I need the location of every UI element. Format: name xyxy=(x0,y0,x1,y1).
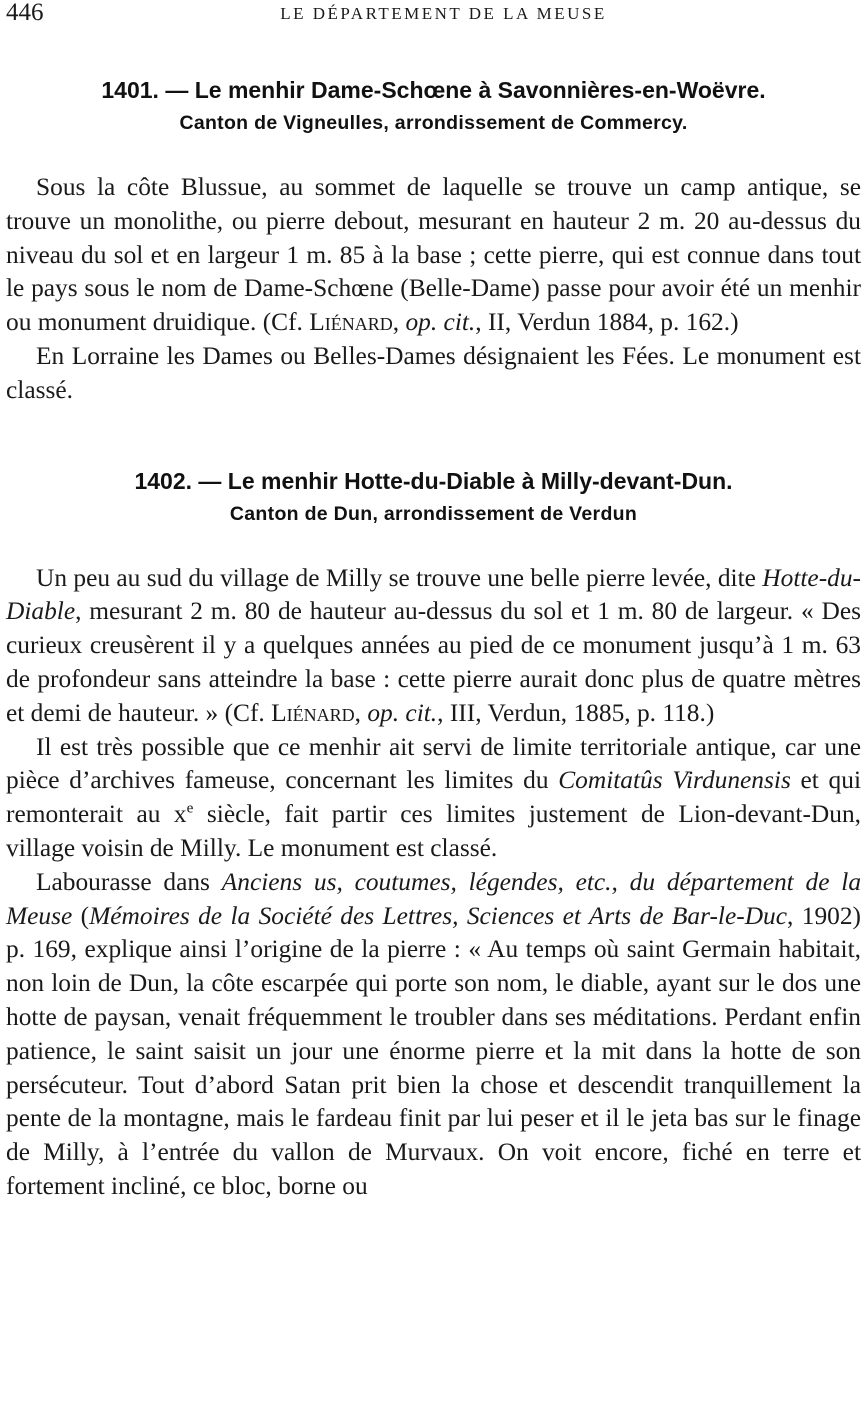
citation-abbrev: op. cit. xyxy=(367,698,438,727)
journal-title: Mémoires de la Société des Lettres, Sciences et Arts de Bar-le-Duc xyxy=(89,901,788,930)
text-run: Il est très possible que ce menhir ait servi de limite territoriale antique, car une pièce d’archives fameuse, concernant les limites du xyxy=(6,732,861,795)
text-run: et qui remonterait au x xyxy=(6,766,861,829)
entry-1402-heading xyxy=(6,464,861,530)
text-run: Sous la côte Blussue, au sommet de laquelle se trouve un camp antique, se trouve un monolithe, ou pierre debout, mesurant en hauteur 2 m. 20 au-dessus du niveau du sol et en largeur 1 m. 85 à la base ; cette pierre, qui est connue dans tout le pays sous le nom de Dame-Schœne (Belle-Dame) passe pour avoir été un menhir ou monument druidique. (Cf. xyxy=(6,173,861,337)
menhir-name: Hotte-du-Diable xyxy=(6,563,861,626)
entry-1401 xyxy=(6,73,861,408)
text-run: ( xyxy=(72,901,90,930)
entry-1402-paragraph-3 xyxy=(6,866,861,1204)
entry-1402-paragraph-1 xyxy=(6,562,861,731)
running-head xyxy=(6,0,861,30)
text-run: Un peu au sud du village de Milly se trouve une belle pierre levée, dite xyxy=(36,563,763,592)
entry-1401-paragraph-2: En Lorraine les Dames ou Belles-Dames désignaient les Fées. Le monument est classé. xyxy=(6,341,861,404)
entry-1401-title: 1401. — Le menhir Dame-Schœne à Savonnières-en-Woëvre. xyxy=(101,77,766,103)
text-run: , II, Verdun 1884, p. 162.) xyxy=(475,308,739,337)
text-run: , 1902) p. 169, explique ainsi l’origine de la pierre : « Au temps où saint Germain habitait, non loin de Dun, la côte escarpée qui porte son nom, le diable, ayant sur le dos une hotte de paysan, venait fréquemment le troubler dans ses méditations. Perdant enfin patience, le saint saisit un jour une énorme pierre et la mit dans la hotte de son persécuteur. Tout d’abord Satan prit bien la chose et descendit tranquillement la pente de la montagne, mais le fardeau finit par lui peser et il le jeta bas sur le finage de Milly, à l’entrée du vallon de Murvaux. On voit encore, fiché en terre et fortement incliné, ce bloc, borne ou xyxy=(6,901,861,1200)
text-run: , mesurant 2 m. 80 de hauteur au-dessus du sol et 1 m. 80 de largeur. « Des curieux creusèrent il y a quelques années au pied de ce monument jusqu’à 1 m. 63 de profondeur sans atteindre la base : cette pierre aurait donc plus de quatre mètres et demi de hauteur. » (Cf. xyxy=(6,597,861,727)
page-number: 446 xyxy=(6,0,44,26)
entry-1401-paragraph-1 xyxy=(6,171,861,340)
author-name: Liénard xyxy=(271,698,355,727)
entry-1401-subtitle: Canton de Vigneulles, arrondissement de Commercy. xyxy=(179,112,688,134)
text-run: Labourasse dans xyxy=(36,867,222,896)
entry-1401-heading xyxy=(6,73,861,139)
text-run: siècle, fait partir ces limites justement de Lion-devant-Dun, village voisin de Milly. Le monument est classé. xyxy=(6,800,861,862)
work-title: Anciens us, coutumes, légendes, etc., du département de la Meuse xyxy=(6,867,862,930)
entry-1402-subtitle: Canton de Dun, arrondissement de Verdun xyxy=(229,502,638,525)
author-name: Liénard xyxy=(309,308,393,337)
entry-1402-body xyxy=(6,562,861,1204)
entry-1401-body xyxy=(6,171,861,408)
latin-title: Comitatûs Virdunensis xyxy=(558,766,791,795)
entry-1402-title: 1402. — Le menhir Hotte-du-Diable à Milly-devant-Dun. xyxy=(134,467,733,494)
century-superscript: e xyxy=(186,799,194,817)
text-run: , xyxy=(392,308,406,337)
entry-1402-paragraph-2 xyxy=(6,731,861,866)
text-run: , xyxy=(354,698,368,727)
entry-1402 xyxy=(6,464,861,1204)
text-run: , III, Verdun, 1885, p. 118.) xyxy=(437,698,715,727)
running-title: LE DÉPARTEMENT DE LA MEUSE xyxy=(280,4,607,23)
citation-abbrev: op. cit. xyxy=(405,308,476,337)
